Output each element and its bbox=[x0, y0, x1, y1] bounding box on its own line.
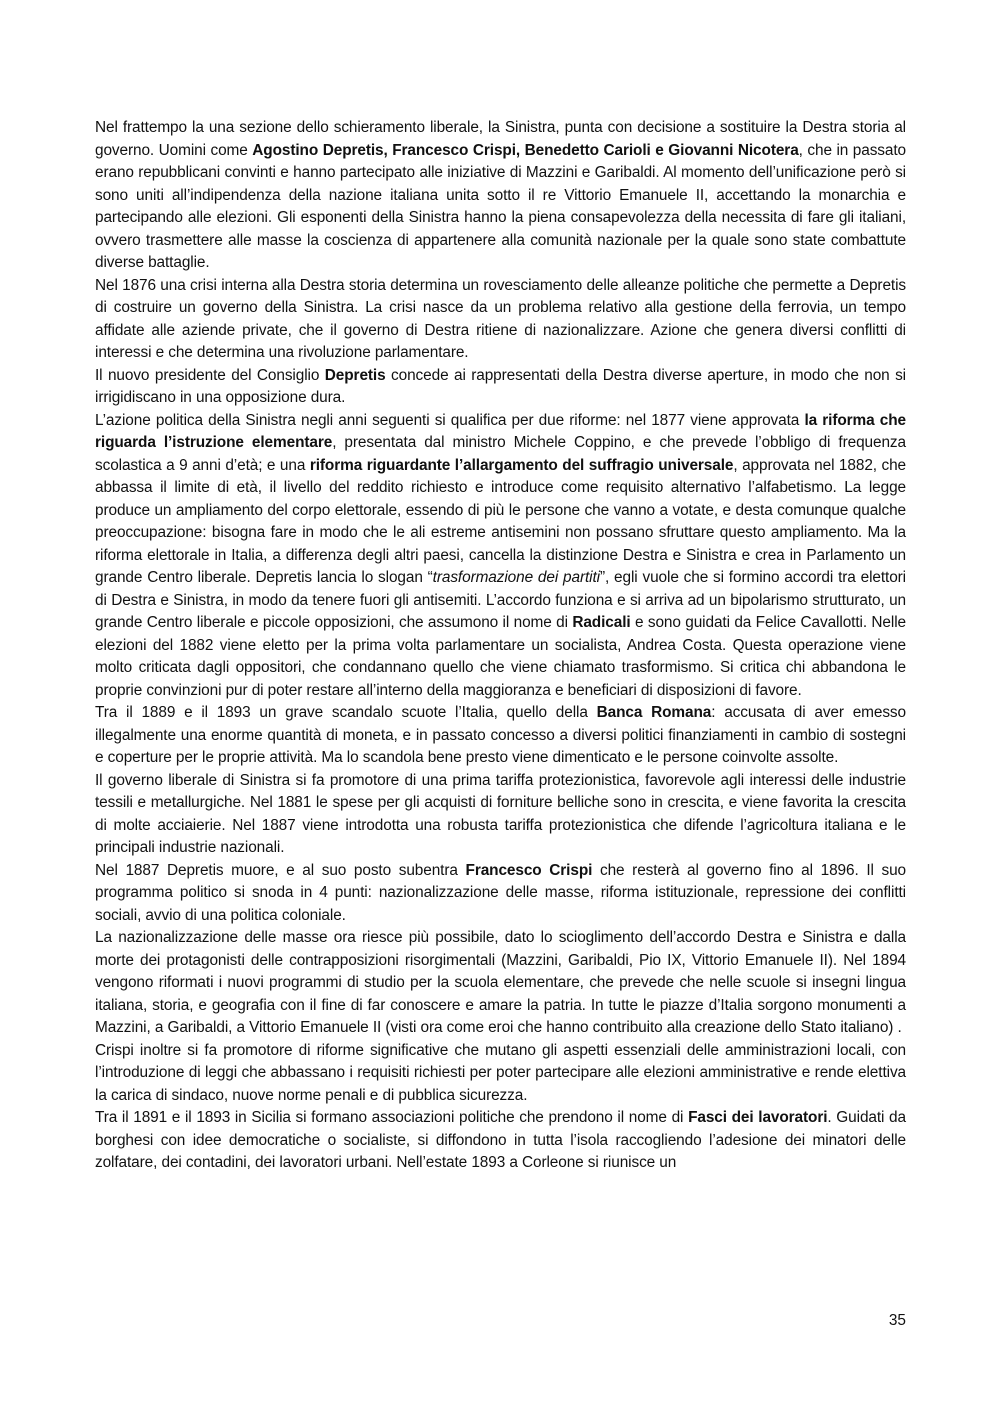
text-run: L’azione politica della Sinistra negli anni seguenti si qualifica per due riforme: nel 1877 viene approvata bbox=[95, 411, 805, 429]
text-run: . Guidati da borghesi con idee democratiche o socialiste, si diffondono in tutta l’isola raccogliendo l’adesione dei minatori delle zolfatare, dei contadini, dei lavoratori urbani. Nell’estate 1893 a Corleone si riunisce un bbox=[95, 1109, 906, 1171]
text-run: La nazionalizzazione delle masse ora riesce più possibile, dato lo scioglimento dell’accordo Destra e Sinistra e dalla morte dei protagonisti delle contrapposizioni risorgimentali (Mazzini, Garibaldi, Pio IX, Vittorio Emanuele II). Nel 1894 vengono riformati i nuovi programmi di studio per la scuola elementare, che prevede che nelle scuole si insegni lingua italiana, storia, e geografia con il fine di far conoscere e amare la patria. In tutte le piazze d’Italia sorgono monumenti a Mazzini, a Garibaldi, a Vittorio Emanuele II (visti ora come eroi che hanno contribuito alla creazione dello Stato italiano) . bbox=[95, 929, 906, 1036]
paragraph-riforme-amministrazioni bbox=[95, 1040, 906, 1108]
text-run: che resterà al governo fino al 1896. Il suo programma politico si snoda in 4 punti: nazionalizzazione delle masse, riforma istituzionale, repressione dei conflitti sociali, avvio di una politica coloniale. bbox=[95, 861, 907, 924]
bold-text: Agostino Depretis, Francesco Crispi, Benedetto Carioli e Giovanni Nicotera bbox=[252, 141, 799, 159]
paragraph-crisi-1876 bbox=[95, 275, 906, 365]
bold-text: Banca Romana bbox=[596, 704, 712, 721]
bold-text: Radicali bbox=[572, 614, 631, 631]
paragraph-crispi-programma bbox=[95, 860, 906, 928]
paragraph-nazionalizzazione-masse bbox=[95, 927, 906, 1040]
text-run: Tra il 1889 e il 1893 un grave scandalo scuote l’Italia, quello della bbox=[95, 704, 597, 721]
paragraph-banca-romana bbox=[95, 702, 906, 770]
italic-text: trasformazione dei partiti bbox=[432, 569, 600, 586]
page-body bbox=[95, 117, 906, 1175]
bold-text: Francesco Crispi bbox=[465, 861, 593, 879]
paragraph-sinistra-intro bbox=[95, 117, 906, 275]
bold-text: riforma riguardante l’allargamento del suffragio universale bbox=[309, 456, 734, 474]
text-run: , che in passato erano repubblicani convinti e hanno partecipato alle iniziative di Mazzini e Garibaldi. Al momento dell’unificazione però si sono uniti all’indipendenza della nazione italiana unita sotto il re Vittorio Emanuele II, accettando la monarchia e partecipando alle elezioni. Gli esponenti della Sinistra hanno la piena consapevolezza della necessita di fare gli italiani, ovvero trasmettere alle masse la coscienza di appartenere alla comunità nazionale per la quale sono state combattute diverse battaglie. bbox=[95, 141, 906, 271]
text-run: e sono guidati da Felice Cavallotti. Nelle elezioni del 1882 viene eletto per la prima volta parlamentare un socialista, Andrea Costa. Questa operazione viene molto criticata dagli oppositori, che condannano quello che viene chiamato trasformismo. Si critica chi abbandona le proprie convinzioni pur di poter restare all’interno della maggioranza e beneficiari di disposizioni di favore. bbox=[95, 614, 906, 699]
bold-text: la riforma che riguarda l’istruzione elementare bbox=[95, 411, 906, 451]
paragraph-fasci-lavoratori bbox=[95, 1107, 906, 1175]
paragraph-riforme-sinistra bbox=[95, 410, 906, 703]
text-run: , presentata dal ministro Michele Coppino, e che prevede l’obbligo di frequenza scolastica a 9 anni d’età; e una bbox=[95, 434, 906, 474]
text-run: , approvata nel 1882, che abbassa il limite di età, il livello del reddito richiesto e introduce come requisito alternativo l’alfabetismo. La legge produce un ampliamento del corpo elettorale, essendo di più le persone che vanno a votate, e desta comunque qualche preoccupazione: bisogna fare in modo che le ali estreme antisemini non possano sfruttare questo ampliamento. Ma la riforma elettorale in Italia, a differenza degli altri paesi, cancella la distinzione Destra e Sinistra e crea in Parlamento un grande Centro liberale. Depretis lancia lo slogan “ bbox=[95, 456, 906, 586]
paragraph-tariffa-protezionistica bbox=[95, 770, 906, 860]
text-run: Nel frattempo la una sezione dello schieramento liberale, la Sinistra, punta con decisione a sostituire la Destra storia al governo. Uomini come bbox=[95, 119, 906, 159]
bold-text: Depretis bbox=[324, 366, 386, 384]
text-run: Nel 1876 una crisi interna alla Destra storia determina un rovesciamento delle alleanze politiche che permette a Depretis di costruire un governo della Sinistra. La crisi nasce da un problema relativo alla gestione della ferrovia, un tempo affidate alle aziende private, che il governo di Destra ritiene di nazionalizzare. Azione che genera diversi conflitti di interessi e che determina una rivoluzione parlamentare. bbox=[95, 276, 906, 361]
text-run: : accusata di aver emesso illegalmente una enorme quantità di moneta, e in passato concesso a diversi politici finanziamenti in cambio di sostegni e coperture per le proprie attività. Ma lo scandola bene presto viene dimenticato e le persone coinvolte assolte. bbox=[95, 704, 906, 766]
bold-text: Fasci dei lavoratori bbox=[688, 1109, 828, 1126]
text-run: Tra il 1891 e il 1893 in Sicilia si formano associazioni politiche che prendono il nome di bbox=[95, 1109, 689, 1126]
text-run: ”, egli vuole che si formino accordi tra elettori di Destra e Sinistra, in modo da tenere fuori gli antisemiti. L’accordo funziona e si arriva ad un bipolarismo strutturato, un grande Centro liberale e piccole opposizioni, che assumono il nome di bbox=[95, 569, 906, 631]
text-run: concede ai rappresentati della Destra diverse aperture, in modo che non si irrigidiscano in una opposizione dura. bbox=[95, 366, 907, 406]
page-number: 35 bbox=[888, 1312, 906, 1329]
text-run: Il governo liberale di Sinistra si fa promotore di una prima tariffa protezionistica, favorevole agli interessi delle industrie tessili e metallurgiche. Nel 1881 le spese per gli acquisti di forniture belliche sono in crescita, e viene favorita la crescita di molte acciaierie. Nel 1887 viene introdotta una robusta tariffa protezionistica che difende l’agricoltura italiana e le principali industrie nazionali. bbox=[95, 771, 906, 856]
paragraph-depretis-aperture bbox=[95, 365, 906, 410]
text-run: Crispi inoltre si fa promotore di riforme significative che mutano gli aspetti essenziali delle amministrazioni locali, con l’introduzione di leggi che abbassano i requisiti richiesti per poter partecipare alle elezioni amministrative e rende elettiva la carica di sindaco, nuove norme penali e di pubblica sicurezza. bbox=[95, 1041, 906, 1104]
text-run: Nel 1887 Depretis muore, e al suo posto subentra bbox=[95, 861, 466, 879]
text-run: Il nuovo presidente del Consiglio bbox=[95, 366, 325, 384]
